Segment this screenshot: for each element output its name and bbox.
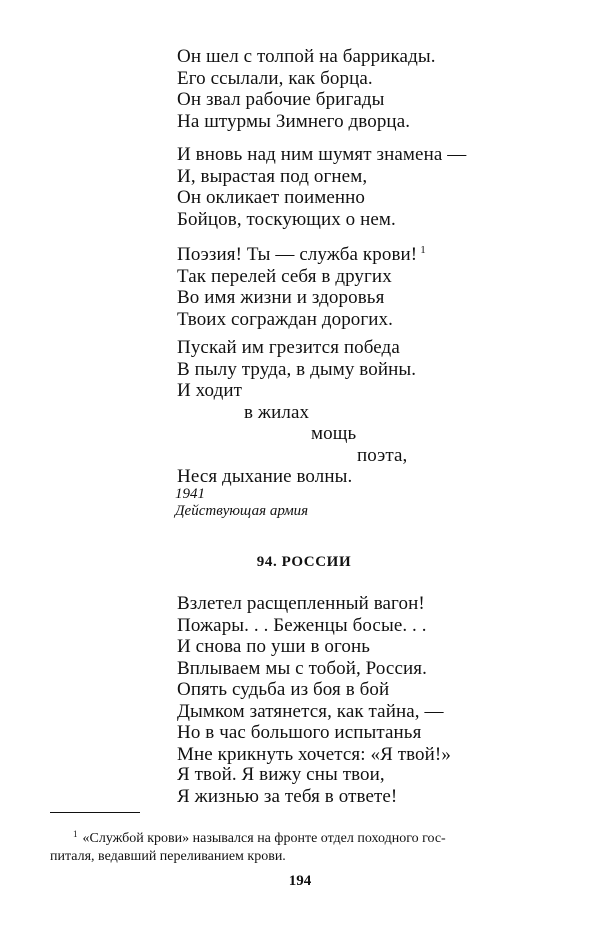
verse-line: Мне крикнуть хочется: «Я твой!» bbox=[177, 743, 451, 765]
verse-line: Неся дыхание волны. bbox=[177, 466, 353, 487]
footnote-text: «Службой крови» назывался на фронте отдел походного гос- bbox=[82, 831, 446, 846]
verse-line-with-footnote bbox=[177, 240, 426, 266]
verse-line: И вновь над ним шумят знамена — bbox=[177, 144, 467, 165]
stanza-3 bbox=[177, 240, 426, 330]
verse-line: Вплываем мы с тобой, Россия. bbox=[177, 657, 427, 679]
footnote-mark: 1 bbox=[73, 829, 78, 839]
verse-line: В пылу труда, в дыму войны. bbox=[177, 358, 417, 380]
verse-line: Пожары. . . Беженцы босые. . . bbox=[177, 614, 427, 636]
verse-line: Его ссылали, как борца. bbox=[177, 67, 373, 89]
stanza-6 bbox=[177, 764, 397, 807]
verse-line: Взлетел расщепленный вагон! bbox=[177, 593, 425, 614]
verse-line-text: Поэзия! Ты — служба крови! bbox=[177, 244, 418, 265]
verse-line: Я жизнью за тебя в ответе! bbox=[177, 785, 398, 807]
verse-line-ladder: мощь bbox=[311, 423, 357, 444]
verse-line-ladder: поэта, bbox=[357, 444, 408, 466]
verse-line: Он звал рабочие бригады bbox=[177, 89, 385, 110]
verse-line: Твоих сограждан дорогих. bbox=[177, 308, 394, 330]
footnote-line bbox=[50, 825, 555, 848]
verse-line: Так перелей себя в других bbox=[177, 265, 392, 287]
stanza-2 bbox=[177, 144, 466, 230]
footnote-line: питаля, ведавший переливанием крови. bbox=[50, 849, 286, 864]
stanza-1 bbox=[177, 46, 436, 132]
footnote-divider bbox=[50, 812, 140, 813]
verse-line: Я твой. Я вижу сны твои, bbox=[177, 764, 385, 785]
page-number: 194 bbox=[288, 873, 312, 889]
poem-date: 1941 bbox=[175, 486, 205, 502]
stanza-5 bbox=[177, 593, 451, 765]
verse-line: Дымком затянется, как тайна, — bbox=[177, 700, 444, 722]
poem-title: 94. РОССИИ bbox=[256, 554, 352, 570]
verse-line: И ходит bbox=[177, 380, 243, 401]
footnote bbox=[50, 825, 555, 866]
verse-line: И снова по уши в огонь bbox=[177, 636, 371, 657]
verse-line: Он окликает поименно bbox=[177, 187, 366, 208]
verse-line: Но в час большого испытанья bbox=[177, 722, 422, 743]
verse-line: Бойцов, тоскующих о нем. bbox=[177, 208, 396, 230]
poem-dateline bbox=[175, 486, 308, 520]
verse-line: И, вырастая под огнем, bbox=[177, 165, 368, 187]
verse-line: На штурмы Зимнего дворца. bbox=[177, 110, 411, 132]
stanza-4 bbox=[177, 337, 416, 488]
poem-place: Действующая армия bbox=[175, 503, 309, 519]
verse-line: Во имя жизни и здоровья bbox=[177, 287, 385, 308]
verse-line: Опять судьба из боя в бой bbox=[177, 679, 390, 700]
footnote-reference[interactable]: 1 bbox=[420, 244, 426, 256]
verse-line: Он шел с толпой на баррикады. bbox=[177, 46, 436, 67]
verse-line-ladder: в жилах bbox=[244, 401, 310, 423]
verse-line: Пускай им грезится победа bbox=[177, 337, 400, 358]
